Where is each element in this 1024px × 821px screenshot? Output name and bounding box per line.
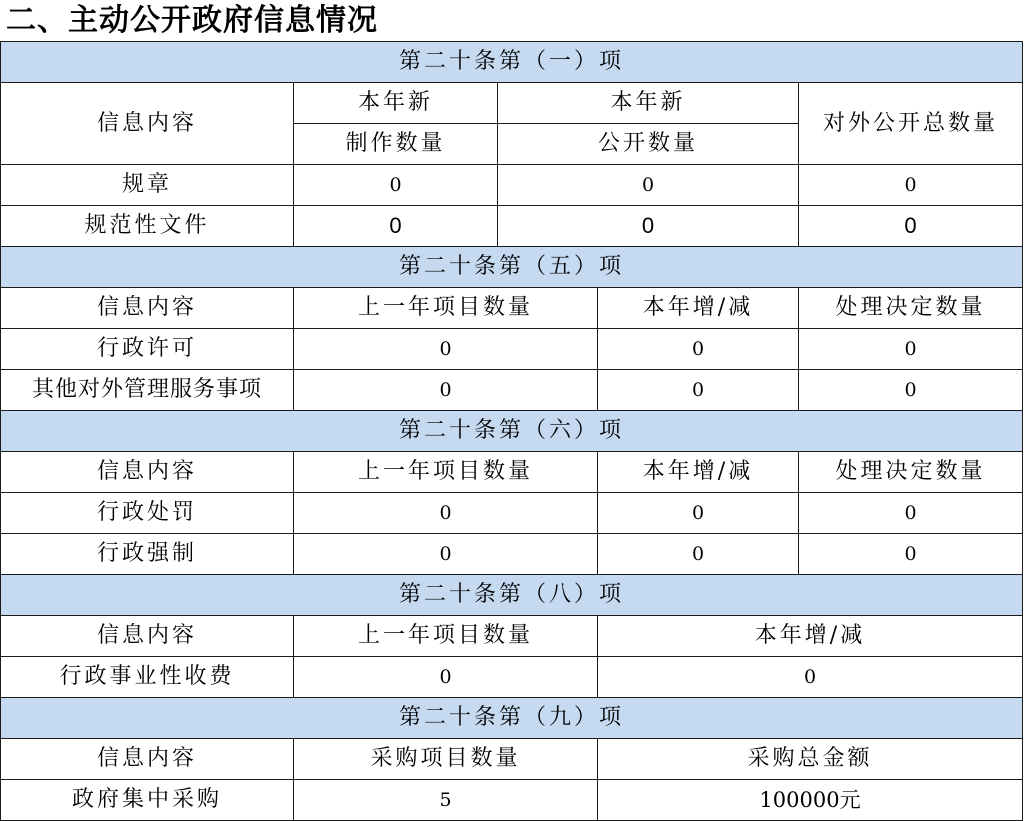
col-header-procurement-count: 采购项目数量 — [294, 739, 598, 780]
col-header-change: 本年增/减 — [598, 616, 1023, 657]
section-heading: 第二十条第（八）项 — [1, 575, 1023, 616]
section-heading: 第二十条第（九）项 — [1, 698, 1023, 739]
col-header-procurement-amount: 采购总金额 — [598, 739, 1023, 780]
table-row — [1, 206, 1023, 247]
cell-change: 0 — [598, 657, 1023, 698]
cell-decisions: 0 — [799, 370, 1023, 411]
cell-procurement-amount: 100000元 — [598, 780, 1023, 821]
header-row — [1, 452, 1023, 493]
row-label: 政府集中采购 — [1, 780, 294, 821]
cell-decisions: 0 — [799, 534, 1023, 575]
cell-procurement-count: 5 — [294, 780, 598, 821]
row-label: 规范性文件 — [1, 206, 294, 247]
col-header-total: 对外公开总数量 — [799, 83, 1023, 165]
cell-new-made: 0 — [294, 165, 498, 206]
section-heading-row — [1, 247, 1023, 288]
section-heading-row — [1, 575, 1023, 616]
row-label: 规章 — [1, 165, 294, 206]
cell-prev-count: 0 — [294, 493, 598, 534]
col-header-decisions: 处理决定数量 — [799, 288, 1023, 329]
section-heading: 第二十条第（六）项 — [1, 411, 1023, 452]
table-row — [1, 493, 1023, 534]
cell-total: 0 — [799, 206, 1023, 247]
col-header-prev-count: 上一年项目数量 — [294, 452, 598, 493]
col-header-new-made-bottom: 制作数量 — [294, 124, 498, 165]
header-row — [1, 616, 1023, 657]
page-title: 二、主动公开政府信息情况 — [6, 3, 378, 38]
row-label: 行政许可 — [1, 329, 294, 370]
section-heading-row — [1, 698, 1023, 739]
cell-decisions: 0 — [799, 329, 1023, 370]
header-row — [1, 739, 1023, 780]
table-row — [1, 657, 1023, 698]
col-header-prev-count: 上一年项目数量 — [294, 288, 598, 329]
col-header-item: 信息内容 — [1, 83, 294, 165]
cell-change: 0 — [598, 534, 799, 575]
cell-prev-count: 0 — [294, 657, 598, 698]
cell-new-made: 0 — [294, 206, 498, 247]
cell-change: 0 — [598, 329, 799, 370]
section-heading: 第二十条第（一）项 — [1, 42, 1023, 83]
cell-total: 0 — [799, 165, 1023, 206]
col-header-item: 信息内容 — [1, 452, 294, 493]
cell-new-public: 0 — [498, 165, 799, 206]
cell-decisions: 0 — [799, 493, 1023, 534]
header-row — [1, 83, 1023, 124]
cell-change: 0 — [598, 370, 799, 411]
cell-change: 0 — [598, 493, 799, 534]
col-header-prev-count: 上一年项目数量 — [294, 616, 598, 657]
col-header-item: 信息内容 — [1, 616, 294, 657]
disclosure-table — [0, 41, 1023, 821]
cell-new-public: 0 — [498, 206, 799, 247]
col-header-new-public-top: 本年新 — [498, 83, 799, 124]
cell-prev-count: 0 — [294, 329, 598, 370]
col-header-new-public-bottom: 公开数量 — [498, 124, 799, 165]
table-row — [1, 534, 1023, 575]
table-row — [1, 370, 1023, 411]
section-heading: 第二十条第（五）项 — [1, 247, 1023, 288]
col-header-new-made-top: 本年新 — [294, 83, 498, 124]
table-row — [1, 329, 1023, 370]
cell-prev-count: 0 — [294, 534, 598, 575]
row-label: 行政处罚 — [1, 493, 294, 534]
row-label: 行政事业性收费 — [1, 657, 294, 698]
row-label: 行政强制 — [1, 534, 294, 575]
table-row — [1, 165, 1023, 206]
col-header-item: 信息内容 — [1, 288, 294, 329]
cell-prev-count: 0 — [294, 370, 598, 411]
col-header-decisions: 处理决定数量 — [799, 452, 1023, 493]
section-heading-row — [1, 411, 1023, 452]
section-heading-row — [1, 42, 1023, 83]
header-row — [1, 288, 1023, 329]
col-header-change: 本年增/减 — [598, 452, 799, 493]
table-row — [1, 780, 1023, 821]
row-label: 其他对外管理服务事项 — [1, 370, 294, 411]
col-header-change: 本年增/减 — [598, 288, 799, 329]
col-header-item: 信息内容 — [1, 739, 294, 780]
